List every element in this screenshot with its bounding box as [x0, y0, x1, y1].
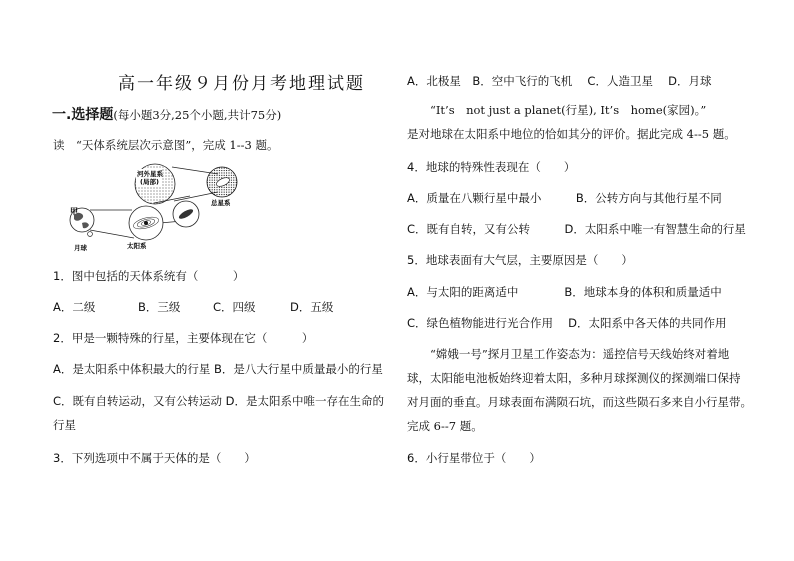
passage-2-line-2: 球，太阳能电池板始终迎着太阳，多种月球探测仪的探测端口保持 [407, 371, 741, 385]
section-score-note: (每小题3分,25个小题,共计75分) [113, 108, 282, 122]
q2-options-cd: C．既有自转运动，又有公转运动 D．是太阳系中唯一存在生命的 [53, 394, 385, 408]
jia-label: 甲 [70, 207, 78, 216]
q1-option-c: C．四级 [213, 300, 256, 314]
question-5: 5．地球表面有大气层，主要原因是（ ） [407, 253, 633, 267]
q1-option-a: A．二级 [53, 300, 96, 314]
q4-options-ab: A．质量在八颗行星中最小 B．公转方向与其他行星不同 [407, 191, 722, 205]
passage-1-line-1: “It’s not just a planet(行星), It’s home(家园)。” [430, 103, 707, 117]
moon-label: 月球 [74, 244, 87, 252]
sun-dot [144, 221, 148, 225]
solar-system-label: 太阳系 [127, 242, 147, 250]
passage-1-line-2: 是对地球在太阳系中地位的恰如其分的评价。据此完成 4--5 题。 [407, 127, 736, 141]
question-4: 4．地球的特殊性表现在（ ） [407, 160, 576, 174]
moon-dot [88, 232, 93, 237]
q5-options-cd: C．绿色植物能进行光合作用 D．太阳系中各天体的共同作用 [407, 316, 727, 330]
question-6: 6．小行星带位于（ ） [407, 451, 541, 465]
total-galaxy-label: 总星系 [211, 199, 231, 207]
question-2: 2．甲是一颗特殊的行星，主要体现在它（ ） [53, 331, 314, 345]
q2-options-cd-continued: 行星 [53, 418, 76, 432]
galaxy-outside-note: (局部) [140, 178, 159, 186]
celestial-system-diagram [60, 160, 260, 260]
q2-options-ab: A．是太阳系中体积最大的行星 B．是八大行星中质量最小的行星 [53, 362, 383, 376]
section-heading [52, 106, 281, 122]
q4-options-cd: C．既有自转，又有公转 D．太阳系中唯一有智慧生命的行星 [407, 222, 746, 236]
passage-2-line-4: 完成 6--7 题。 [407, 419, 483, 433]
q5-options-ab: A．与太阳的距离适中 B．地球本身的体积和质量适中 [407, 285, 722, 299]
passage-2-line-3: 对月面的垂直。月球表面布满陨石坑，而这些陨石多来自小行星带。 [407, 395, 752, 409]
question-1: 1．图中包括的天体系统有（ ） [53, 269, 245, 283]
q3-options: A．北极星 B．空中飞行的飞机 C．人造卫星 D．月球 [407, 74, 712, 88]
q1-option-b: B．三级 [138, 300, 181, 314]
question-3: 3．下列选项中不属于天体的是（ ） [53, 451, 256, 465]
page-title: 高一年级９月份月考地理试题 [118, 74, 365, 94]
passage-2-line-1: “嫦娥一号”探月卫星工作姿态为：遥控信号天线始终对着地 [430, 347, 730, 361]
q1-option-d: D．五级 [290, 300, 334, 314]
section-heading-label: 一.选择题 [52, 107, 114, 123]
galaxy-outside-label: 河外星系 [137, 170, 163, 178]
diagram-instruction: 读 “天体系统层次示意图”，完成 1--3 题。 [53, 138, 279, 152]
